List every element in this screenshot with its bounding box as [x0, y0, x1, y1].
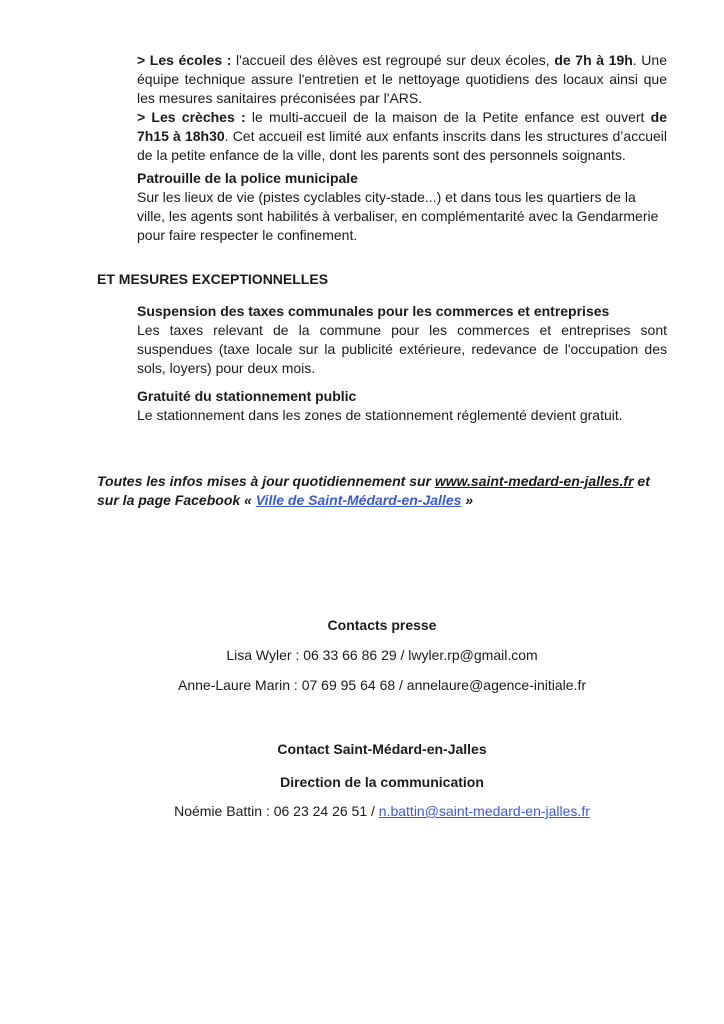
update-note-paragraph: [97, 472, 667, 510]
page-content: [0, 51, 724, 821]
direction-communication-heading: Direction de la communication: [280, 774, 484, 790]
stationnement-paragraph: Le stationnement dans les zones de stationnement réglementé devient gratuit.: [137, 407, 623, 423]
creches-text-1: le multi-accueil de la maison de la Petite enfance est ouvert: [245, 109, 651, 125]
ecoles-paragraph: [137, 51, 667, 108]
ecoles-hours: de 7h à 19h: [554, 52, 633, 68]
stationnement-heading: Gratuité du stationnement public: [137, 388, 357, 404]
ecoles-text-2: . Une équipe technique assure l'entretien et le nettoyage quotidiens des locaux ainsi que les mesures sanitaires préconisées par l'ARS.: [137, 52, 667, 106]
press-contact-line-1: Lisa Wyler : 06 33 66 86 29 / lwyler.rp@gmail.com: [226, 647, 538, 663]
taxes-heading: Suspension des taxes communales pour les commerces et entreprises: [137, 303, 610, 319]
note-text-1: Toutes les infos mises à jour quotidiennement sur: [97, 473, 435, 489]
note-text-3: »: [461, 492, 474, 508]
contacts-presse-heading: Contacts presse: [327, 617, 437, 633]
ville-contact-prefix: Noémie Battin : 06 23 24 26 51 /: [174, 803, 379, 819]
taxes-paragraph: Les taxes relevant de la commune pour les commerces et entreprises sont suspendues (taxe locale sur la publicité extérieure, redevance de l'occupation des sols, loyers) pour deux mois.: [137, 322, 667, 376]
ville-contact-email-link[interactable]: n.battin@saint-medard-en-jalles.fr: [378, 803, 590, 819]
contact-ville-heading: Contact Saint-Médard-en-Jalles: [277, 741, 487, 757]
patrouille-heading: Patrouille de la police municipale: [137, 170, 358, 186]
creches-paragraph: [137, 108, 667, 165]
ecoles-label: > Les écoles :: [137, 52, 232, 68]
website-link[interactable]: www.saint-medard-en-jalles.fr: [434, 473, 634, 489]
ecoles-text-1: l'accueil des élèves est regroupé sur deux écoles,: [231, 52, 555, 68]
ville-contact-line: [97, 802, 667, 821]
note-text-2: et sur la page Facebook «: [97, 473, 650, 508]
creches-label: > Les crèches :: [137, 109, 246, 125]
creches-hours: de 7h15 à 18h30: [137, 109, 667, 144]
mesures-heading: ET MESURES EXCEPTIONNELLES: [97, 271, 329, 287]
press-contact-line-2: Anne-Laure Marin : 07 69 95 64 68 / annelaure@agence-initiale.fr: [177, 677, 587, 693]
facebook-page-link[interactable]: Ville de Saint-Médard-en-Jalles: [255, 492, 462, 508]
creches-text-2: . Cet accueil est limité aux enfants inscrits dans les structures d’accueil de la petite enfance de la ville, dont les parents sont des personnels soignants.: [137, 128, 668, 163]
patrouille-paragraph: Sur les lieux de vie (pistes cyclables city-stade...) et dans tous les quartiers de la ville, les agents sont habilités à verbaliser, en complémentarité avec la Gendarmerie pour faire respecter le confinement.: [137, 189, 659, 243]
